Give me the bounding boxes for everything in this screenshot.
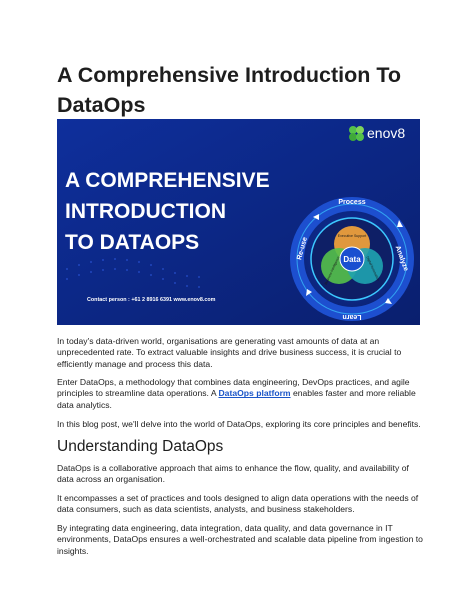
- paragraph-text: enables faster and more reliable data analytics.: [57, 388, 416, 410]
- title-line-2: DataOps: [57, 93, 146, 117]
- hero-banner-image: [57, 119, 420, 325]
- paragraph-intro: In today's data-driven world, organisations are generating vast amounts of data at an unprecedented rate. To extract valuable insights and drive business success, it is crucial to efficiently manage and process this data.: [57, 336, 402, 369]
- section-heading: Understanding DataOps: [57, 438, 224, 455]
- dataops-platform-link[interactable]: DataOps platform: [218, 388, 291, 399]
- banner-headline-1: A COMPREHENSIVE: [65, 169, 270, 192]
- cycle-label-analyze: Analyze: [393, 244, 410, 273]
- paragraph-understanding: DataOps is a collaborative approach that aims to enhance the flow, quality, and availability of data across an organisation.: [57, 463, 409, 485]
- cycle-label-reuse: Re-use: [296, 236, 309, 261]
- venn-center-label: Data: [343, 255, 361, 264]
- page-title: [57, 60, 437, 120]
- paragraph-blog-intro: In this blog post, we'll delve into the world of DataOps, exploring its core principles and benefits.: [57, 419, 421, 429]
- dataops-cycle-diagram: [292, 199, 412, 320]
- venn-label-executive: Executive Support: [337, 234, 367, 238]
- paragraph-enter-dataops: [57, 377, 427, 411]
- cycle-label-learn: Learn: [342, 313, 362, 320]
- venn-label-business: Business Intelligence: [323, 255, 341, 286]
- paragraph-text: Enter DataOps, a methodology that combines data engineering, DevOps practices, and agile principles to streamline data operations. A: [57, 377, 410, 399]
- banner-headline-3: TO DATAOPS: [65, 231, 200, 254]
- banner-headline-2: INTRODUCTION: [65, 200, 226, 223]
- venn-label-automation: Digital Automation: [365, 255, 381, 282]
- cycle-label-process: Process: [338, 199, 366, 206]
- paragraph-integration: By integrating data engineering, data integration, data quality, and data governance in IT environments, DataOps ensures a well-orchestrated and scalable data pipeline from ingestion to insights.: [57, 523, 423, 556]
- title-line-1: A Comprehensive Introduction To: [57, 63, 402, 87]
- brand-name: enov8: [367, 125, 406, 141]
- paragraph-practices: It encompasses a set of practices and tools designed to align data operations with the needs of data consumers, such as data scientists, analysts, and business stakeholders.: [57, 493, 419, 515]
- banner-contact: Contact person : +61 2 8916 6391 www.enov8.com: [87, 297, 216, 303]
